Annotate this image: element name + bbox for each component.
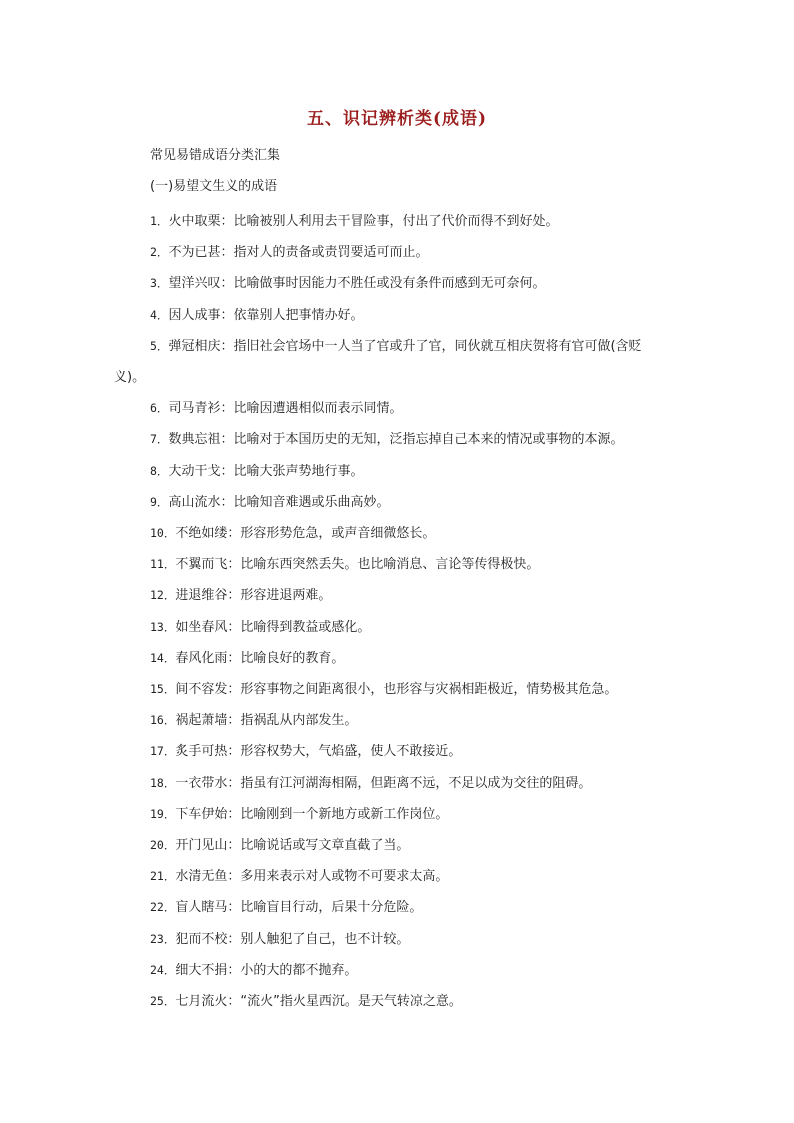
list-item: 1．火中取栗：比喻被别人利用去干冒险事，付出了代价而得不到好处。 — [150, 214, 559, 229]
item-number: 14． — [150, 650, 176, 665]
list-item: 5．弹冠相庆：指旧社会官场中一人当了官或升了官，同伙就互相庆贺将有官可做(含贬义)。 — [114, 338, 642, 386]
item-number: 16． — [150, 713, 176, 728]
list-item: 2．不为已甚：指对人的责备或责罚要适可而止。 — [150, 245, 429, 261]
idiom-term: 炙手可热 — [175, 744, 228, 760]
page-title: 五、识记辨析类(成语) — [306, 109, 488, 129]
item-number: 21． — [150, 869, 176, 884]
idiom-term: 犯而不校 — [175, 931, 228, 947]
idiom-term: 高山流水 — [168, 494, 221, 510]
section-heading: (一)易望文生义的成语 — [150, 179, 278, 194]
idiom-definition: 比喻做事时因能力不胜任或没有条件而感到无可奈何。 — [233, 276, 546, 292]
list-item: 22．盲人瞎马：比喻盲目行动，后果十分危险。 — [150, 900, 423, 916]
idiom-definition: 比喻对于本国历史的无知，泛指忘掉自己本来的情况或事物的本源。 — [233, 432, 624, 448]
list-item: 19．下车伊始：比喻刚到一个新地方或新工作岗位。 — [150, 806, 449, 822]
list-item: 4．因人成事：依靠别人把事情办好。 — [150, 307, 364, 323]
item-number: 8． — [150, 463, 169, 478]
item-number: 13． — [150, 619, 176, 634]
idiom-definition: 形容进退两难。 — [240, 588, 332, 604]
subtitle: 常见易错成语分类汇集 — [150, 148, 281, 163]
list-item: 21．水清无鱼：多用来表示对人或物不可要求太高。 — [150, 869, 449, 885]
idiom-definition: 比喻得到教益或感化。 — [240, 619, 371, 635]
idiom-definition: 比喻良好的教育。 — [240, 650, 345, 666]
list-item: 24．细大不捐：小的大的都不抛弃。 — [150, 962, 358, 978]
idiom-definition: 比喻被别人利用去干冒险事，付出了代价而得不到好处。 — [233, 214, 559, 229]
list-item: 11．不翼而飞：比喻东西突然丢失。也比喻消息、言论等传得极快。 — [150, 557, 540, 573]
idiom-term: 不为已甚 — [168, 245, 221, 261]
item-number: 15． — [150, 682, 176, 697]
item-number: 22． — [150, 900, 176, 915]
list-item: 18．一衣带水：指虽有江河湖海相隔，但距离不远，不足以成为交往的阻碍。 — [150, 775, 592, 791]
item-number: 4． — [150, 307, 169, 322]
item-number: 7． — [150, 432, 169, 447]
idiom-definition: 形容权势大，气焰盛，使人不敢接近。 — [240, 744, 462, 760]
item-number: 17． — [150, 744, 176, 759]
list-item: 3．望洋兴叹：比喻做事时因能力不胜任或没有条件而感到无可奈何。 — [150, 276, 546, 292]
list-item: 10．不绝如缕：形容形势危急，或声音细微悠长。 — [150, 526, 436, 542]
item-number: 6． — [150, 401, 169, 416]
list-item: 20．开门见山：比喻说话或写文章直截了当。 — [150, 838, 410, 854]
item-number: 10． — [150, 526, 176, 541]
idiom-definition: 比喻刚到一个新地方或新工作岗位。 — [240, 806, 449, 822]
idiom-term: 因人成事 — [168, 307, 221, 323]
list-item: 14．春风化雨：比喻良好的教育。 — [150, 650, 345, 666]
idiom-term: 如坐春风 — [175, 619, 228, 635]
idiom-term: 火中取栗 — [168, 214, 221, 229]
item-number: 5． — [150, 338, 169, 353]
item-number: 1． — [150, 214, 169, 228]
idiom-definition: 指虽有江河湖海相隔，但距离不远，不足以成为交往的阻碍。 — [240, 775, 592, 791]
idiom-definition: 形容事物之间距离很小，也形容与灾祸相距极近，情势极其危急。 — [240, 682, 618, 698]
item-number: 25． — [150, 994, 176, 1009]
idiom-definition: 比喻说话或写文章直截了当。 — [240, 838, 410, 854]
idiom-definition: “流火”指火星西沉。是天气转凉之意。 — [240, 994, 462, 1010]
idiom-definition: 别人触犯了自己，也不计较。 — [240, 931, 410, 947]
idiom-term: 大动干戈 — [168, 463, 221, 479]
idiom-term: 七月流火 — [175, 994, 228, 1010]
list-item: 23．犯而不校：别人触犯了自己，也不计较。 — [150, 931, 410, 947]
list-item: 15．间不容发：形容事物之间距离很小，也形容与灾祸相距极近，情势极其危急。 — [150, 682, 618, 698]
item-number: 9． — [150, 494, 169, 509]
list-item: 17．炙手可热：形容权势大，气焰盛，使人不敢接近。 — [150, 744, 462, 760]
idiom-term: 细大不捐 — [175, 962, 228, 978]
list-item: 9．高山流水：比喻知音难遇或乐曲高妙。 — [150, 494, 390, 510]
idiom-term: 不绝如缕 — [175, 526, 228, 542]
idiom-term: 不翼而飞 — [175, 557, 228, 573]
idiom-definition: 比喻因遭遇相似而表示同情。 — [233, 401, 403, 417]
item-number: 2． — [150, 245, 169, 260]
idiom-term: 春风化雨 — [175, 650, 228, 666]
idiom-definition: 形容形势危急，或声音细微悠长。 — [240, 526, 436, 542]
idiom-term: 祸起萧墙 — [175, 713, 228, 729]
idiom-term: 水清无鱼 — [175, 869, 228, 885]
idiom-definition: 比喻大张声势地行事。 — [233, 463, 364, 479]
item-number: 23． — [150, 931, 176, 946]
idiom-term: 间不容发 — [175, 682, 228, 698]
idiom-term: 开门见山 — [175, 838, 228, 854]
idiom-term: 盲人瞎马 — [175, 900, 228, 916]
idiom-list — [0, 206, 794, 1017]
idiom-definition: 指旧社会官场中一人当了官或升了官，同伙就互相庆贺将有官可做(含贬义)。 — [114, 338, 642, 386]
item-number: 20． — [150, 838, 176, 853]
item-number: 24． — [150, 962, 176, 977]
item-number: 11． — [150, 557, 176, 572]
item-number: 18． — [150, 775, 176, 790]
list-item: 13．如坐春风：比喻得到教益或感化。 — [150, 619, 371, 635]
idiom-term: 弹冠相庆 — [168, 338, 221, 354]
idiom-term: 进退维谷 — [175, 588, 228, 604]
list-item: 8．大动干戈：比喻大张声势地行事。 — [150, 463, 364, 479]
item-number: 12． — [150, 588, 176, 603]
idiom-term: 下车伊始 — [175, 806, 228, 822]
idiom-term: 司马青衫 — [168, 401, 221, 417]
idiom-definition: 指对人的责备或责罚要适可而止。 — [233, 245, 429, 261]
idiom-term: 望洋兴叹 — [168, 276, 221, 292]
idiom-definition: 多用来表示对人或物不可要求太高。 — [240, 869, 449, 885]
idiom-term: 一衣带水 — [175, 775, 228, 791]
list-item: 7．数典忘祖：比喻对于本国历史的无知，泛指忘掉自己本来的情况或事物的本源。 — [150, 432, 624, 448]
idiom-definition: 指祸乱从内部发生。 — [240, 713, 358, 729]
list-item: 12．进退维谷：形容进退两难。 — [150, 588, 332, 604]
idiom-definition: 比喻盲目行动，后果十分危险。 — [240, 900, 423, 916]
idiom-definition: 依靠别人把事情办好。 — [233, 307, 364, 323]
idiom-definition: 比喻东西突然丢失。也比喻消息、言论等传得极快。 — [240, 557, 540, 573]
idiom-definition: 比喻知音难遇或乐曲高妙。 — [233, 494, 390, 510]
idiom-term: 数典忘祖 — [168, 432, 221, 448]
list-item: 25．七月流火：“流火”指火星西沉。是天气转凉之意。 — [150, 994, 462, 1010]
idiom-definition: 小的大的都不抛弃。 — [240, 962, 358, 978]
item-number: 3． — [150, 276, 169, 291]
item-number: 19． — [150, 806, 176, 821]
list-item: 6．司马青衫：比喻因遭遇相似而表示同情。 — [150, 401, 403, 417]
list-item: 16．祸起萧墙：指祸乱从内部发生。 — [150, 713, 358, 729]
